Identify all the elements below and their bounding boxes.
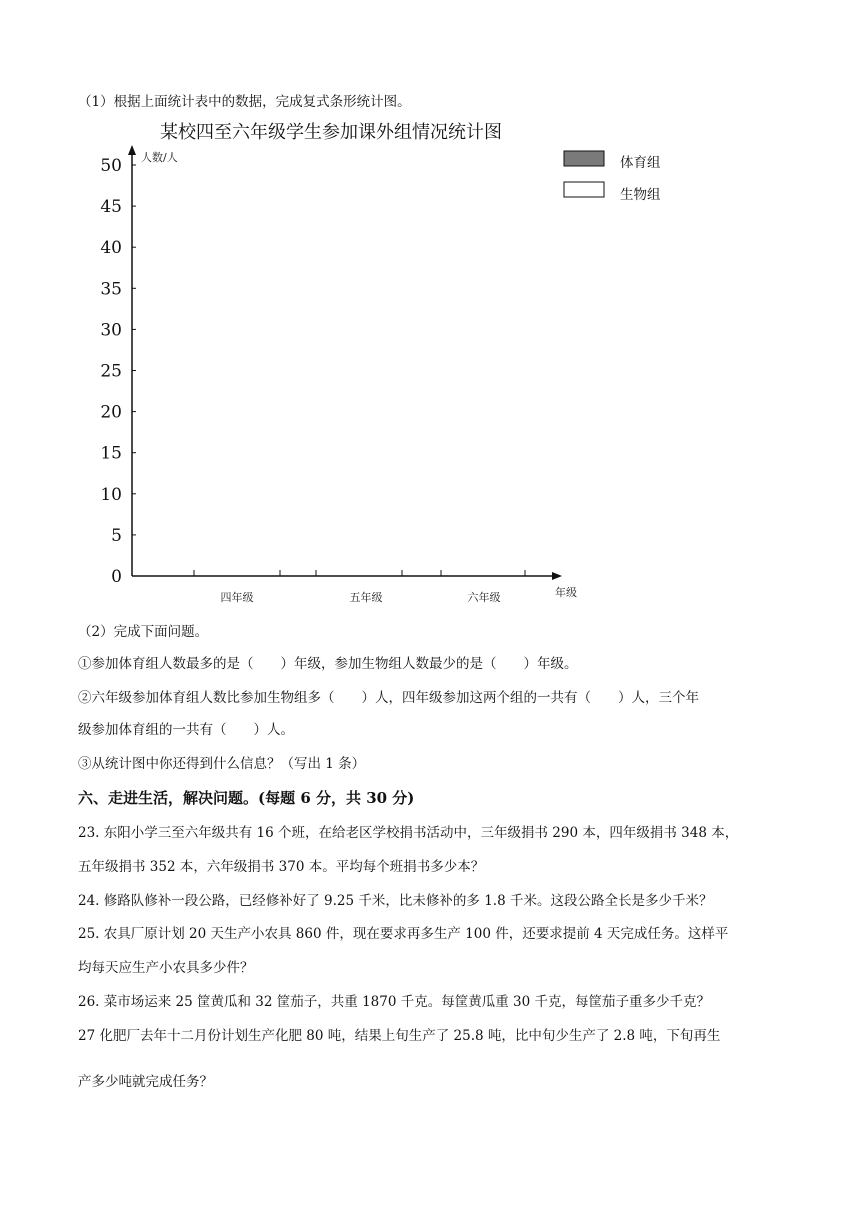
problem-25-line1: 25. 农具厂原计划 20 天生产小农具 860 件，现在要求再多生产 100 件，还要求提前 4 天完成任务。这样平 bbox=[78, 926, 729, 942]
legend-label-sports: 体育组 bbox=[620, 155, 661, 171]
part2-instruction: （2）完成下面问题。 bbox=[78, 624, 209, 640]
y-tick-label: 50 bbox=[100, 156, 122, 176]
problem-27-line2: 产多少吨就完成任务？ bbox=[78, 1074, 213, 1090]
x-tick-label: 六年级 bbox=[467, 591, 501, 604]
y-tick-label: 5 bbox=[111, 525, 122, 546]
y-ticks bbox=[100, 156, 136, 587]
x-ticks bbox=[194, 570, 525, 604]
y-tick-label: 30 bbox=[100, 320, 122, 341]
problem-25-line2: 均每天应生产小农具多少件？ bbox=[78, 960, 254, 976]
y-tick-label: 20 bbox=[100, 402, 122, 423]
chart-title: 某校四至六年级学生参加课外组情况统计图 bbox=[160, 122, 502, 143]
legend-swatch-biology bbox=[564, 182, 604, 197]
section-6-heading: 六、走进生活，解决问题。(每题 6 分，共 30 分) bbox=[78, 789, 415, 807]
problem-23-line2: 五年级捐书 352 本，六年级捐书 370 本。平均每个班捐书多少本？ bbox=[78, 859, 485, 875]
part1-instruction: （1）根据上面统计表中的数据，完成复式条形统计图。 bbox=[78, 94, 411, 110]
y-tick-label: 10 bbox=[100, 484, 122, 505]
y-tick-label: 35 bbox=[100, 279, 122, 300]
y-tick-label: 45 bbox=[100, 197, 122, 218]
legend-label-biology: 生物组 bbox=[620, 187, 661, 203]
legend-swatch-sports bbox=[564, 151, 604, 166]
y-axis-arrow bbox=[128, 145, 136, 155]
x-tick-label: 五年级 bbox=[349, 591, 383, 604]
question-2-line2: 级参加体育组的一共有（ ）人。 bbox=[78, 722, 294, 738]
problem-26: 26. 菜市场运来 25 筐黄瓜和 32 筐茄子，共重 1870 千克。每筐黄瓜重 30 千克，每筐茄子重多少千克？ bbox=[78, 994, 710, 1010]
y-tick-label: 15 bbox=[100, 443, 122, 464]
y-tick-label: 0 bbox=[111, 567, 122, 587]
problem-24: 24. 修路队修补一段公路，已经修补好了 9.25 千米，比未修补的多 1.8 千米。这段公路全长是多少千米？ bbox=[78, 893, 713, 909]
question-1: ①参加体育组人数最多的是（ ）年级，参加生物组人数最少的是（ ）年级。 bbox=[78, 656, 578, 672]
question-3: ③从统计图中你还得到什么信息？（写出 1 条） bbox=[78, 756, 366, 772]
x-axis-label: 年级 bbox=[555, 586, 577, 599]
problem-27-line1: 27 化肥厂去年十二月份计划生产化肥 80 吨，结果上旬生产了 25.8 吨，比中旬少生产了 2.8 吨，下旬再生 bbox=[78, 1028, 721, 1044]
y-tick-label: 40 bbox=[100, 238, 122, 259]
question-2-line1: ②六年级参加体育组人数比参加生物组多（ ）人，四年级参加这两个组的一共有（ ）人，三个年 bbox=[78, 690, 699, 706]
problem-23-line1: 23. 东阳小学三至六年级共有 16 个班，在给老区学校捐书活动中，三年级捐书 290 本，四年级捐书 348 本， bbox=[78, 825, 739, 841]
y-tick-label: 25 bbox=[100, 361, 122, 382]
chart-axes bbox=[128, 145, 562, 580]
y-axis-label: 人数/人 bbox=[141, 151, 178, 164]
x-tick-label: 四年级 bbox=[220, 591, 254, 604]
x-axis-arrow bbox=[552, 572, 562, 580]
